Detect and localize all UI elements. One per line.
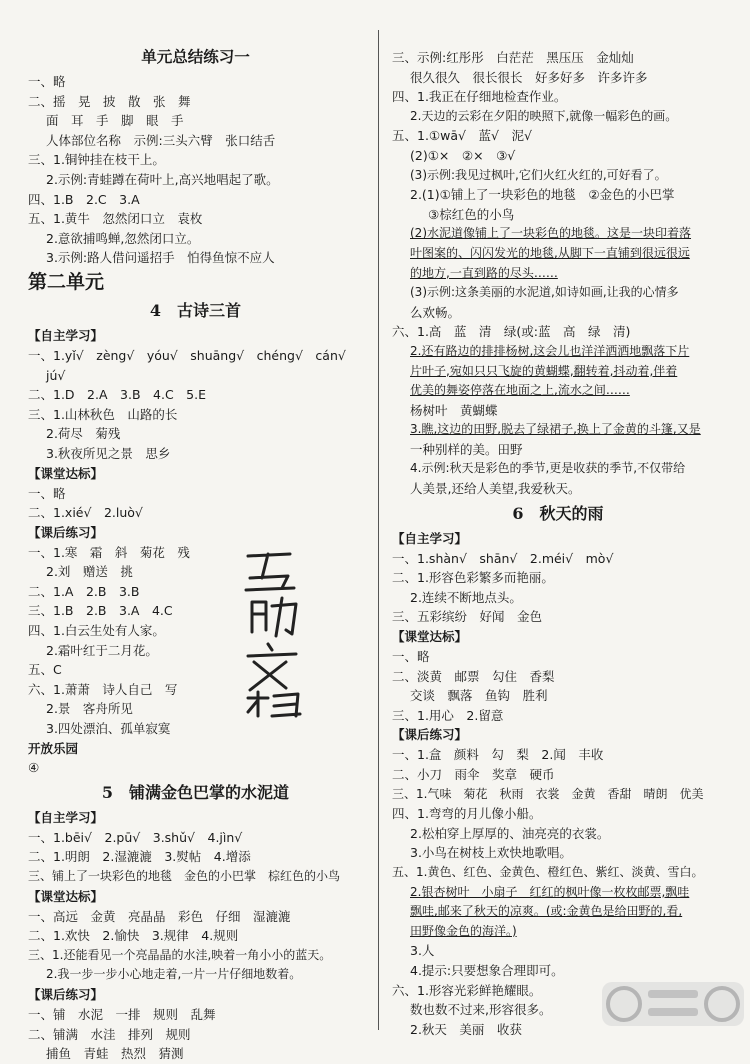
answer-line: 数也数不过来,形容很多。 xyxy=(410,1002,552,1018)
answer-line: 一、1.寒 霜 斜 菊花 残 xyxy=(28,544,190,560)
section-band: 【自主学习】 xyxy=(28,809,104,825)
column-divider xyxy=(378,30,379,1030)
answer-line: 杨树叶 黄蝴蝶 xyxy=(410,402,498,418)
answer-line: 一、略 xyxy=(28,485,66,501)
answer-line: 六、1.高 蓝 清 绿(或:蓝 高 绿 清) xyxy=(392,324,631,340)
answer-line: 四、1.白云生处有人家。 xyxy=(28,623,165,639)
answer-line-underlined: 的地方,一直到路的尽头…… xyxy=(410,265,558,280)
unit-heading: 第二单元 xyxy=(28,270,105,293)
answer-line: 三、1.还能看见一个亮晶晶的水洼,映着一角小小的蓝天。 xyxy=(28,947,332,962)
answer-line: 二、1.D 2.A 3.B 4.C 5.E xyxy=(28,387,207,403)
answer-line: 2.秋天 美丽 收获 xyxy=(410,1021,522,1037)
answer-line: 三、1.气味 菊花 秋雨 衣裳 金黄 香甜 晴朗 优美 xyxy=(392,786,704,801)
answer-line: 人美景,还给人美望,我爱秋天。 xyxy=(410,481,581,497)
answer-line: 一、1.shàn√ shān√ 2.méi√ mò√ xyxy=(392,550,614,566)
answer-line: 2.(1)①铺上了一块彩色的地毯 ②金色的小巴掌 xyxy=(410,187,675,203)
answer-line: 二、1.欢快 2.愉快 3.规律 4.规则 xyxy=(28,928,239,944)
handwritten-watermark xyxy=(238,548,318,718)
section-band: 【课堂达标】 xyxy=(28,888,104,904)
answer-line-underlined: 2.银杏树叶 小扇子 红红的枫叶像一枚枚邮票,飘哇 xyxy=(410,884,690,899)
answer-line: 2.荷尽 菊残 xyxy=(46,426,121,442)
answer-line: 四、1.我正在仔细地检查作业。 xyxy=(392,89,567,105)
answer-line: 四、1.B 2.C 3.A xyxy=(28,191,140,207)
answer-line: 2.松柏穿上厚厚的、油亮亮的衣裳。 xyxy=(410,825,610,841)
answer-line: 三、铺上了一块彩色的地毯 金色的小巴掌 棕红色的小鸟 xyxy=(28,869,341,883)
answer-line: 六、1.形容光彩鲜艳耀眼。 xyxy=(392,982,542,998)
answer-line: 四、1.弯弯的月儿像小船。 xyxy=(392,806,542,822)
section-band: 【课后练习】 xyxy=(392,727,468,743)
answer-line-underlined: (2)水泥道像铺上了一块彩色的地毯。这是一块印着落 xyxy=(410,226,692,241)
answer-line: (2)①× ②× ③√ xyxy=(410,147,516,163)
answer-line: 三、1.用心 2.留意 xyxy=(392,707,504,723)
answer-line: 2.连续不断地点头。 xyxy=(410,589,522,605)
unit-summary-answers xyxy=(28,72,363,268)
answer-line: 二、1.明朗 2.湿漉漉 3.熨帖 4.增添 xyxy=(28,849,251,865)
answer-line: 三、示例:红彤彤 白茫茫 黑压压 金灿灿 xyxy=(392,50,634,65)
answer-line: 交谈 飘落 鱼钩 胜利 xyxy=(410,688,548,704)
answer-line: 面 耳 手 脚 眼 手 xyxy=(46,113,184,129)
answer-line-underlined: 田野像金色的海洋。) xyxy=(410,923,517,938)
answer-line: 捕鱼 青蛙 热烈 猜测 xyxy=(46,1046,184,1062)
answer-line-underlined: 3.瞧,这边的田野,脱去了绿裙子,换上了金黄的斗篷,又是 xyxy=(410,422,701,437)
answer-line: (3)示例:这条美丽的水泥道,如诗如画,让我的心情多 xyxy=(410,285,679,300)
answer-line: (3)示例:我见过枫叶,它们火红火红的,可好看了。 xyxy=(410,167,667,182)
answer-line: 2.景 客舟所见 xyxy=(46,701,133,717)
answer-line: 二、1.A 2.B 3.B xyxy=(28,583,140,599)
answer-line: 一、1.bēi√ 2.pū√ 3.shǔ√ 4.jìn√ xyxy=(28,829,243,845)
answer-line: 一、高远 金黄 亮晶晶 彩色 仔细 湿漉漉 xyxy=(28,908,291,924)
answer-line: 2.意欲捕鸣蝉,忽然闭口立。 xyxy=(46,230,200,246)
answer-line: 2.霜叶红于二月花。 xyxy=(46,642,158,658)
answer-line: 三、1.山林秋色 山路的长 xyxy=(28,406,178,422)
answer-line: 3.秋夜所见之景 思乡 xyxy=(46,445,171,461)
answer-line: 三、1.B 2.B 3.A 4.C xyxy=(28,603,173,619)
section-band: 【课后练习】 xyxy=(28,986,104,1002)
answer-line: 3.人 xyxy=(410,943,435,959)
answer-line: 一、略 xyxy=(392,649,430,665)
section-title-unit-summary: 单元总结练习一 xyxy=(141,47,250,66)
answer-line: 一、略 xyxy=(28,74,66,89)
answer-line: 2.天边的云彩在夕阳的映照下,就像一幅彩色的画。 xyxy=(410,108,678,123)
answer-line-underlined: 片叶子,宛如只只飞旋的黄蝴蝶,翻转着,抖动着,伴着 xyxy=(410,363,678,378)
answer-line: 二、铺满 水洼 排列 规则 xyxy=(28,1026,191,1042)
answer-line: 一、1.yǐ√ zèng√ yóu√ shuāng√ chéng√ cán√ xyxy=(28,347,346,363)
answer-line: 2.示例:青蛙蹲在荷叶上,高兴地唱起了歌。 xyxy=(46,171,279,187)
answer-line-underlined: 2.还有路边的排排杨树,这会儿也洋洋洒洒地飘落下片 xyxy=(410,343,690,358)
lesson-title: 4 古诗三首 xyxy=(149,300,242,320)
section-band: 【课堂达标】 xyxy=(392,629,468,645)
section-band: 【自主学习】 xyxy=(392,530,468,546)
answer-line: jú√ xyxy=(46,367,66,383)
answer-line: 一、铺 水泥 一排 规则 乱舞 xyxy=(28,1006,216,1022)
lesson-title: 6 秋天的雨 xyxy=(512,503,604,523)
answer-line-underlined: 优美的舞姿停落在地面之上,流水之间…… xyxy=(410,383,630,398)
lesson-title: 5 铺满金色巴掌的水泥道 xyxy=(101,782,290,802)
answer-line: 三、五彩缤纷 好闻 金色 xyxy=(392,609,543,625)
answer-line: 五、C xyxy=(28,662,62,678)
answer-line: 二、小刀 雨伞 奖章 硬币 xyxy=(392,767,555,782)
answer-line: 一种别样的美。田野 xyxy=(410,441,523,457)
answer-line: 二、淡黄 邮票 勾住 香梨 xyxy=(392,668,555,684)
answer-line: 二、1.形容色彩繁多而艳丽。 xyxy=(392,570,554,586)
answer-line: 五、1.①wā√ 蓝√ 泥√ xyxy=(392,128,532,144)
section-band: 【课堂达标】 xyxy=(28,465,104,481)
answer-line: 六、1.萧萧 诗人自己 写 xyxy=(28,681,178,697)
answer-line: 人体部位名称 示例:三头六臂 张口结舌 xyxy=(46,132,276,148)
answer-line: 3.小鸟在树枝上欢快地歌唱。 xyxy=(410,845,572,861)
right-column xyxy=(392,48,724,1039)
answer-line: 2.我一步一步小心地走着,一片一片仔细地数着。 xyxy=(46,967,302,982)
answer-line: 4.提示:只要想象合理即可。 xyxy=(410,962,564,978)
section-band: 【自主学习】 xyxy=(28,327,104,343)
answer-line: 五、1.黄色、红色、金黄色、橙红色、紫红、淡黄、雪白。 xyxy=(392,864,704,879)
answer-line: ④ xyxy=(28,760,40,776)
answer-line: 4.示例:秋天是彩色的季节,更是收获的季节,不仅带给 xyxy=(410,461,686,476)
answer-line: 很久很久 很长很长 好多好多 许多许多 xyxy=(410,69,648,85)
answer-line: 开放乐园 xyxy=(28,740,79,756)
answer-line: 3.示例:路人借问遥招手 怕得鱼惊不应人 xyxy=(46,250,275,266)
section-band: 【课后练习】 xyxy=(28,524,104,540)
answer-line-underlined: 叶图案的、闪闪发光的地毯,从脚下一直铺到很远很远 xyxy=(410,245,690,260)
answer-line: ③棕红色的小鸟 xyxy=(428,206,515,222)
answer-line: 二、摇 晃 披 散 张 舞 xyxy=(28,93,191,109)
answer-line: 五、1.黄牛 忽然闭口立 袁枚 xyxy=(28,211,203,227)
answer-line: 一、1.盒 颜料 勾 梨 2.闻 丰收 xyxy=(392,747,604,763)
answer-line: 2.刘 赠送 挑 xyxy=(46,564,133,580)
answer-line-underlined: 飘哇,邮来了秋天的凉爽。(或:金黄色是给田野的,看, xyxy=(410,904,683,919)
answer-line: 么欢畅。 xyxy=(410,304,461,320)
answer-line: 二、1.xié√ 2.luò√ xyxy=(28,505,143,521)
answer-line: 3.四处漂泊、孤单寂寞 xyxy=(46,721,171,737)
answer-line: 三、1.铜钟挂在枝干上。 xyxy=(28,152,165,168)
site-logo-watermark xyxy=(598,978,748,1030)
